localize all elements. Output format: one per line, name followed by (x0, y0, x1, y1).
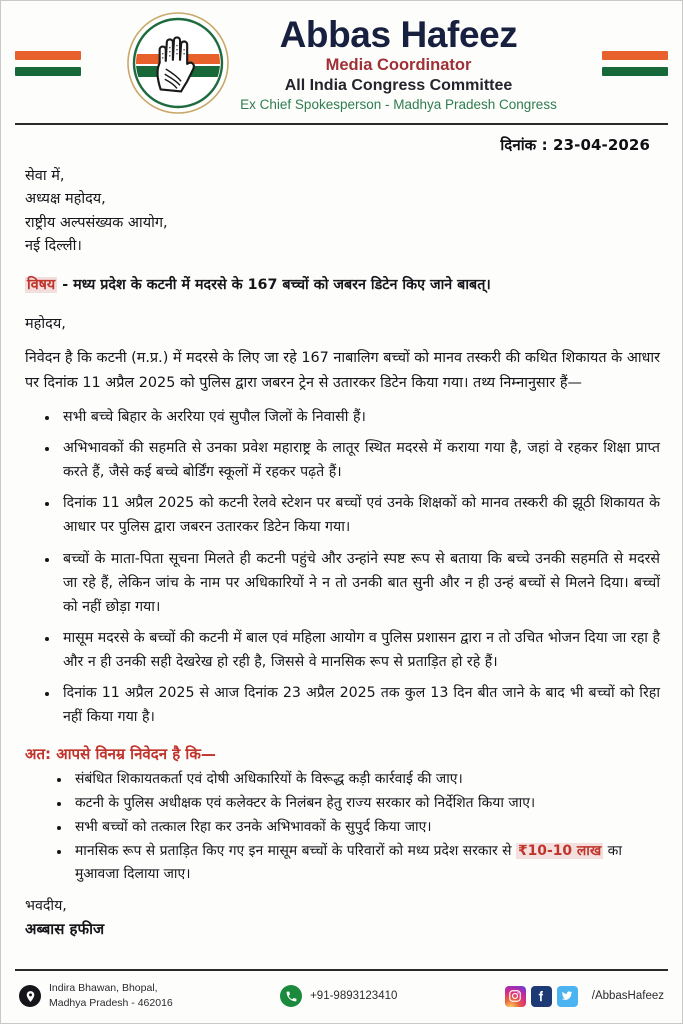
signatory-name: अब्बास हफीज (25, 920, 105, 939)
phone-icon (280, 985, 302, 1007)
letterhead-titles (240, 14, 557, 112)
demand-text-suffix: का मुआवजा दिलाया जाए। (75, 843, 622, 882)
committee-name: All India Congress Committee (284, 76, 513, 94)
location-pin-icon (19, 985, 41, 1007)
demands-list (25, 768, 660, 887)
salutation: महोदय, (25, 316, 66, 333)
contact-footer (1, 971, 682, 1023)
address-line-1: Indira Bhawan, Bhopal, (49, 982, 158, 995)
letter-date: दिनांक : 23-04-2026 (500, 136, 650, 154)
list-item: • दिनांक 11 अप्रैल 2025 से आज दिनांक 23 अप्रैल 2025 तक कुल 13 दिन बीत जाने के बाद भी बच्चों को रिहा नहीं किया गया है। (59, 681, 660, 729)
facts-list (25, 405, 660, 737)
letter-body (1, 125, 682, 962)
list-item (71, 792, 660, 814)
instagram-icon[interactable] (505, 986, 526, 1007)
flag-green-bar (602, 67, 668, 76)
addressee-line: सेवा में, (25, 168, 65, 184)
indian-flag-bars-left-icon (15, 51, 81, 76)
subject-text: - मध्य प्रदेश के कटनी में मदरसे के 167 बच्चों को जबरन डिटेन किए जाने बाबत्। (57, 276, 491, 293)
addressee-block (25, 165, 660, 259)
brand-block (81, 11, 602, 115)
addressee-line: अध्यक्ष महोदय, (25, 191, 106, 208)
social-icons (505, 986, 578, 1007)
intro-paragraph: निवेदन है कि कटनी (म.प्र.) में मदरसे के लिए जा रहे 167 नाबालिग बच्चों को मानव तस्करी की कथित शिकायत के आधार पर दिनांक 11 अप्रैल 2025 को पुलिस द्वारा जबरन ट्रेन से उतारकर डिटेन किया गया। तथ्य निम्नानुसार हैं— (25, 350, 660, 392)
former-role-line: Ex Chief Spokesperson - Madhya Pradesh Congress (240, 96, 557, 112)
list-item: • अभिभावकों की सहमति से उनका प्रवेश महाराष्ट्र के लातूर स्थित मदरसे में कराया गया है, जहां वे रहकर शिक्षा प्राप्त करते हैं, जैसे कई बच्चे बोर्डिंग स्कूलों में रहकर पढ़ते हैं। (59, 436, 660, 484)
twitter-icon[interactable] (557, 986, 578, 1007)
compensation-amount: ₹10-10 लाख (517, 843, 602, 860)
demand-text: संबंधित शिकायतकर्ता एवं दोषी अधिकारियों के विरूद्ध कड़ी कार्रवाई की जाए। (75, 770, 463, 787)
social-handle: /AbbasHafeez (591, 990, 664, 1003)
phone-block[interactable] (183, 985, 495, 1007)
indian-flag-bars-right-icon (602, 51, 668, 76)
addressee-line: राष्ट्रीय अल्पसंख्यक आयोग, (25, 214, 168, 231)
flag-green-bar (15, 67, 81, 76)
page-title: Abbas Hafeez (279, 14, 518, 56)
list-item (71, 816, 660, 838)
list-item: • सभी बच्चे बिहार के अररिया एवं सुपौल जिलों के निवासी हैं। (59, 405, 660, 429)
demand-text: कटनी के पुलिस अधीक्षक एवं कलेक्टर के निलंबन हेतु राज्य सरकार को निर्देशित किया जाए। (75, 794, 536, 811)
demand-text: मानसिक रूप से प्रताड़ित किए गए इन मासूम बच्चों के परिवारों को मध्य प्रदेश सरकार से (75, 843, 516, 860)
demand-text: सभी बच्चों को तत्काल रिहा कर उनके अभिभावकों के सुपुर्द किया जाए। (75, 819, 432, 836)
role-subtitle: Media Coordinator (325, 56, 472, 75)
closing-salutation: भवदीय, (25, 897, 67, 914)
address-text (49, 981, 173, 1011)
flag-saffron-bar (602, 51, 668, 60)
request-heading: अत: आपसे विनम्र निवेदन है कि— (25, 744, 216, 763)
phone-number: +91-9893123410 (310, 989, 398, 1002)
facebook-icon[interactable] (531, 986, 552, 1007)
congress-hand-logo-icon (126, 11, 230, 115)
list-item: • बच्चों के माता-पिता सूचना मिलते ही कटनी पहुंचे और उन्हांने स्पष्ट रूप से बताया कि बच्चे उनकी सहमति से मदरसे जा रहे हैं, लेकिन जांच के नाम पर अधिकारियों ने न तो उनकी बात सुनी और न ही उन्हं बच्चों से मिलने दिया। बच्चों को नहीं छोड़ा गया। (59, 547, 660, 619)
address-block (19, 981, 173, 1011)
subject-label: विषय (27, 276, 56, 293)
subject-line (25, 275, 660, 296)
signature-block (25, 896, 660, 941)
flag-saffron-bar (15, 51, 81, 60)
list-item (71, 768, 660, 790)
list-item: • दिनांक 11 अप्रैल 2025 को कटनी रेलवे स्टेशन पर बच्चों एवं उनके शिक्षकों को मानव तस्करी की झूठी शिकायत के आधार पर पुलिस द्वारा जबरन उतारकर डिटेन किया गया। (59, 491, 660, 539)
addressee-line: नई दिल्ली। (25, 238, 82, 255)
list-item: • मासूम मदरसे के बच्चों की कटनी में बाल एवं महिला आयोग व पुलिस प्रशासन द्वारा न तो उचित भोजन दिया जा रहा है और न ही उनकी सही देखरेख हो रही है, जिससे वे मानसिक रूप से प्रताड़ित हो रहे हैं। (59, 626, 660, 674)
list-item (71, 840, 660, 885)
letterhead (1, 1, 682, 123)
address-line-2: Madhya Pradesh - 462016 (49, 997, 173, 1010)
social-block (505, 986, 664, 1007)
